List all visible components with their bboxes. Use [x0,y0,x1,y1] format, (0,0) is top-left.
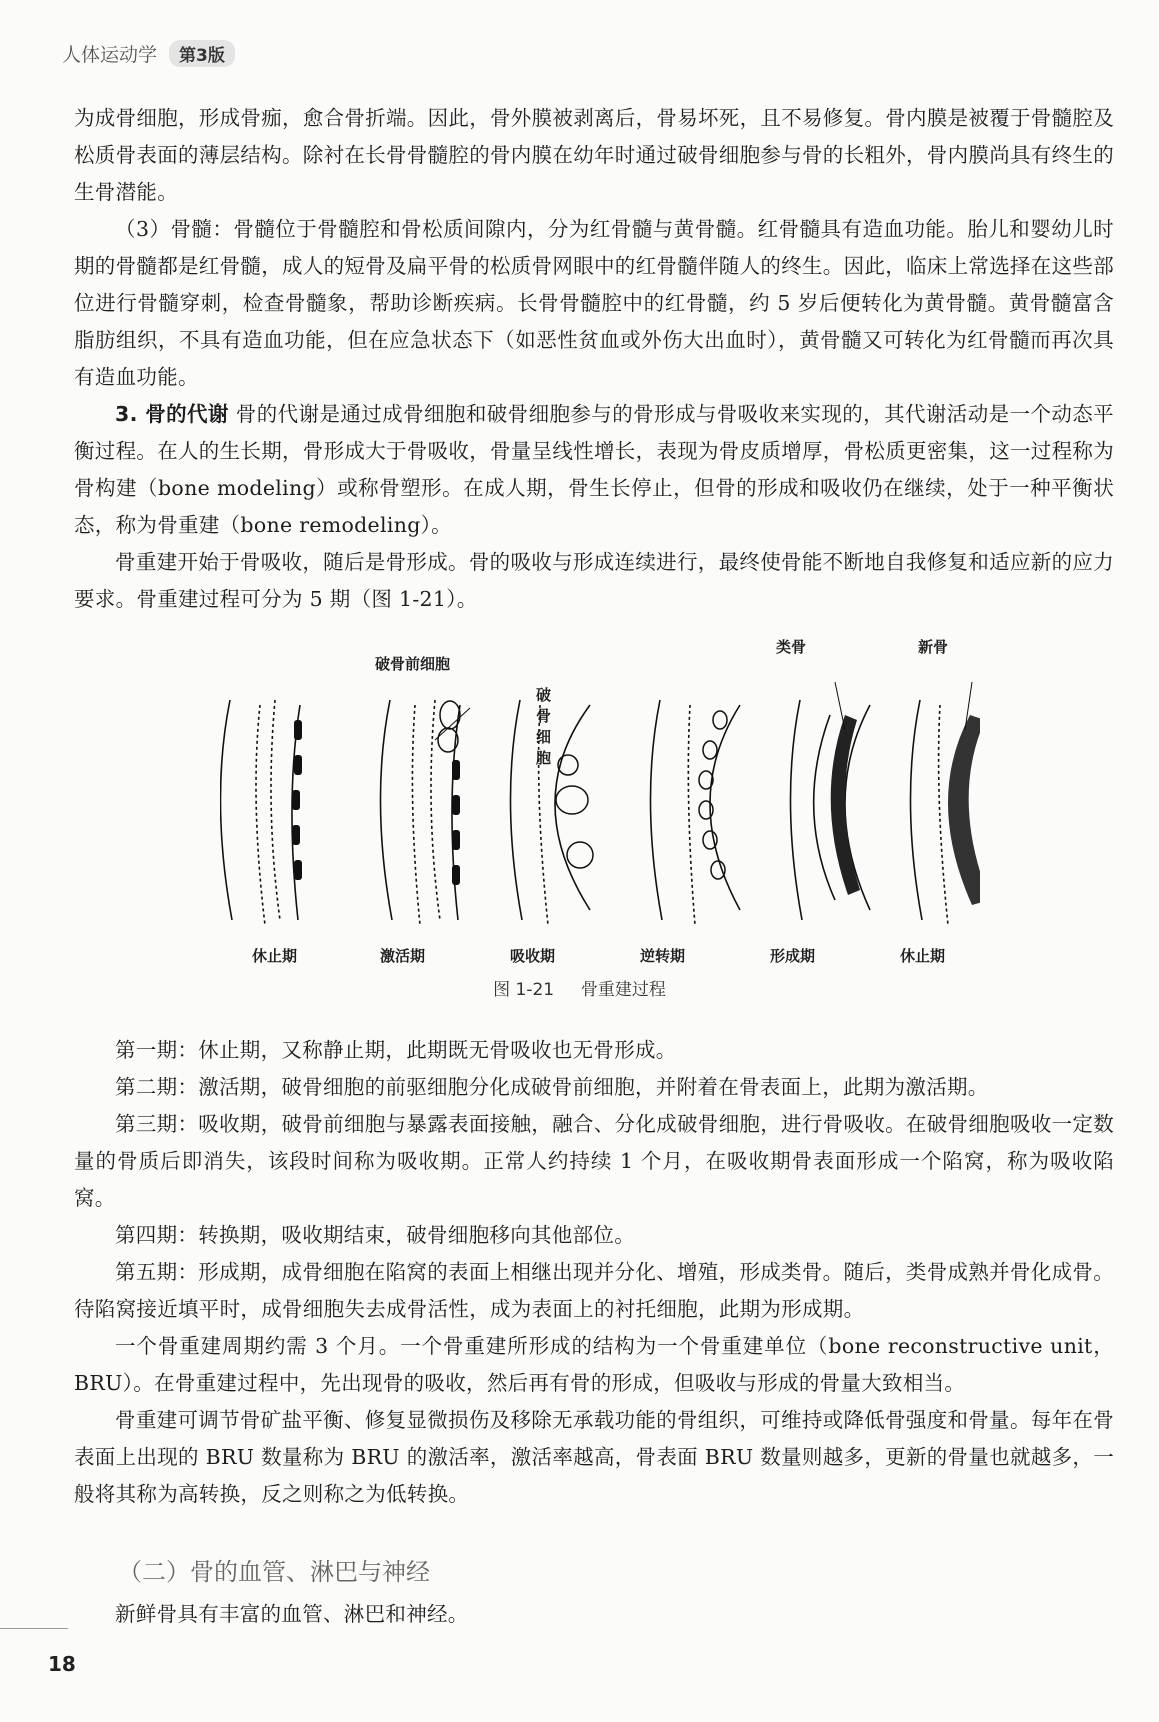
footer-divider [0,1628,68,1629]
paragraph-remodeling-function: 骨重建可调节骨矿盐平衡、修复显微损伤及移除无承载功能的骨组织，可维持或降低骨强度和骨量。每年在骨表面上出现的 BRU 数量称为 BRU 的激活率，激活率越高，骨表面 BRU 数量则越多，更新的骨量也就越多，一般将其称为高转换，反之则称之为低转换。 [74,1408,1114,1506]
label-osteoid: 类骨 [776,638,807,656]
label-new-bone: 新骨 [918,638,949,656]
stage-label-resorption: 吸收期 [510,947,556,965]
book-title: 人体运动学 [62,44,158,66]
bone-remodeling-figure [220,638,980,1010]
section-heading-blood-vessels: （二）骨的血管、淋巴与神经 [118,1558,430,1586]
stage-5-description: 第五期：形成期，成骨细胞在陷窝的表面上相继出现并分化、增殖，形成类骨。随后，类骨成熟并骨化成骨。待陷窝接近填平时，成骨细胞失去成骨活性，成为表面上的衬托细胞，此期为形成期。 [74,1260,1114,1321]
label-osteoclast-char-1: 破 [536,686,552,704]
figure-caption-text: 骨重建过程 [580,980,666,1000]
paragraph-bone-metabolism [74,396,1114,544]
stage-2-description: 第二期：激活期，破骨细胞的前驱细胞分化成破骨前细胞，并附着在骨表面上，此期为激活期。 [115,1075,989,1099]
edition-badge: 第3版 [169,40,235,67]
paragraph-remodeling-intro: 骨重建开始于骨吸收，随后是骨形成。骨的吸收与形成连续进行，最终使骨能不断地自我修复和适应新的应力要求。骨重建过程可分为 5 期（图 1-21）。 [74,550,1114,611]
label-preosteoclast: 破骨前细胞 [375,655,451,673]
paragraph-bru: 一个骨重建周期约需 3 个月。一个骨重建所形成的结构为一个骨重建单位（bone reconstructive unit，BRU）。在骨重建过程中，先出现骨的吸收，然后再有骨的形成，但吸收与形成的骨量大致相当。 [74,1334,1114,1395]
paragraph-periosteum: 为成骨细胞，形成骨痂，愈合骨折端。因此，骨外膜被剥离后，骨易坏死，且不易修复。骨内膜是被覆于骨髓腔及松质骨表面的薄层结构。除衬在长骨骨髓腔的骨内膜在幼年时通过破骨细胞参与骨的长粗外，骨内膜尚具有终生的生骨潜能。 [74,106,1114,204]
figure-caption-number: 图 1-21 [493,980,555,1000]
page-number: 18 [48,1652,76,1676]
paragraph-bone-marrow: （3）骨髓：骨髓位于骨髓腔和骨松质间隙内，分为红骨髓与黄骨髓。红骨髓具有造血功能。胎儿和婴幼儿时期的骨髓都是红骨髓，成人的短骨及扁平骨的松质骨网眼中的红骨髓伴随人的终生。因此，临床上常选择在这些部位进行骨髓穿刺，检查骨髓象，帮助诊断疾病。长骨骨髓腔中的红骨髓，约 5 岁后便转化为黄骨髓。黄骨髓富含脂肪组织，不具有造血功能，但在应急状态下（如恶性贫血或外伤大出血时），黄骨髓又可转化为红骨髓而再次具有造血功能。 [74,217,1114,389]
bone-metabolism-text: 骨的代谢是通过成骨细胞和破骨细胞参与的骨形成与骨吸收来实现的，其代谢活动是一个动态平衡过程。在人的生长期，骨形成大于骨吸收，骨量呈线性增长，表现为骨皮质增厚，骨松质更密集，这一过程称为骨构建（bone modeling）或称骨塑形。在成人期，骨生长停止，但骨的形成和吸收仍在继续，处于一种平衡状态，称为骨重建（bone remodeling）。 [74,402,1114,537]
bone-remodeling-illustration [220,660,980,1010]
label-osteoclast-char-3: 细 [536,728,552,746]
paragraph-blood-vessels: 新鲜骨具有丰富的血管、淋巴和神经。 [115,1602,469,1626]
stage-3-description: 第三期：吸收期，破骨前细胞与暴露表面接触，融合、分化成破骨细胞，进行骨吸收。在破骨细胞吸收一定数量的骨质后即消失，该段时间称为吸收期。正常人约持续 1 个月，在吸收期骨表面形成一个陷窝，称为吸收陷窝。 [74,1112,1114,1210]
label-osteoclast-char-2: 骨 [536,707,552,725]
stage-4-description: 第四期：转换期，吸收期结束，破骨细胞移向其他部位。 [115,1223,635,1247]
section-heading-bone-metabolism: 3. 骨的代谢 [115,402,229,426]
stage-label-reversal: 逆转期 [640,947,686,965]
figure-caption [0,975,1159,1000]
stage-label-resting-1: 休止期 [252,947,298,965]
running-header [62,40,235,67]
stage-1-description: 第一期：休止期，又称静止期，此期既无骨吸收也无骨形成。 [115,1038,677,1062]
stage-label-resting-2: 休止期 [900,947,946,965]
stage-label-formation: 形成期 [770,947,816,965]
label-osteoclast-char-4: 胞 [536,749,552,767]
stage-label-activation: 激活期 [380,947,426,965]
